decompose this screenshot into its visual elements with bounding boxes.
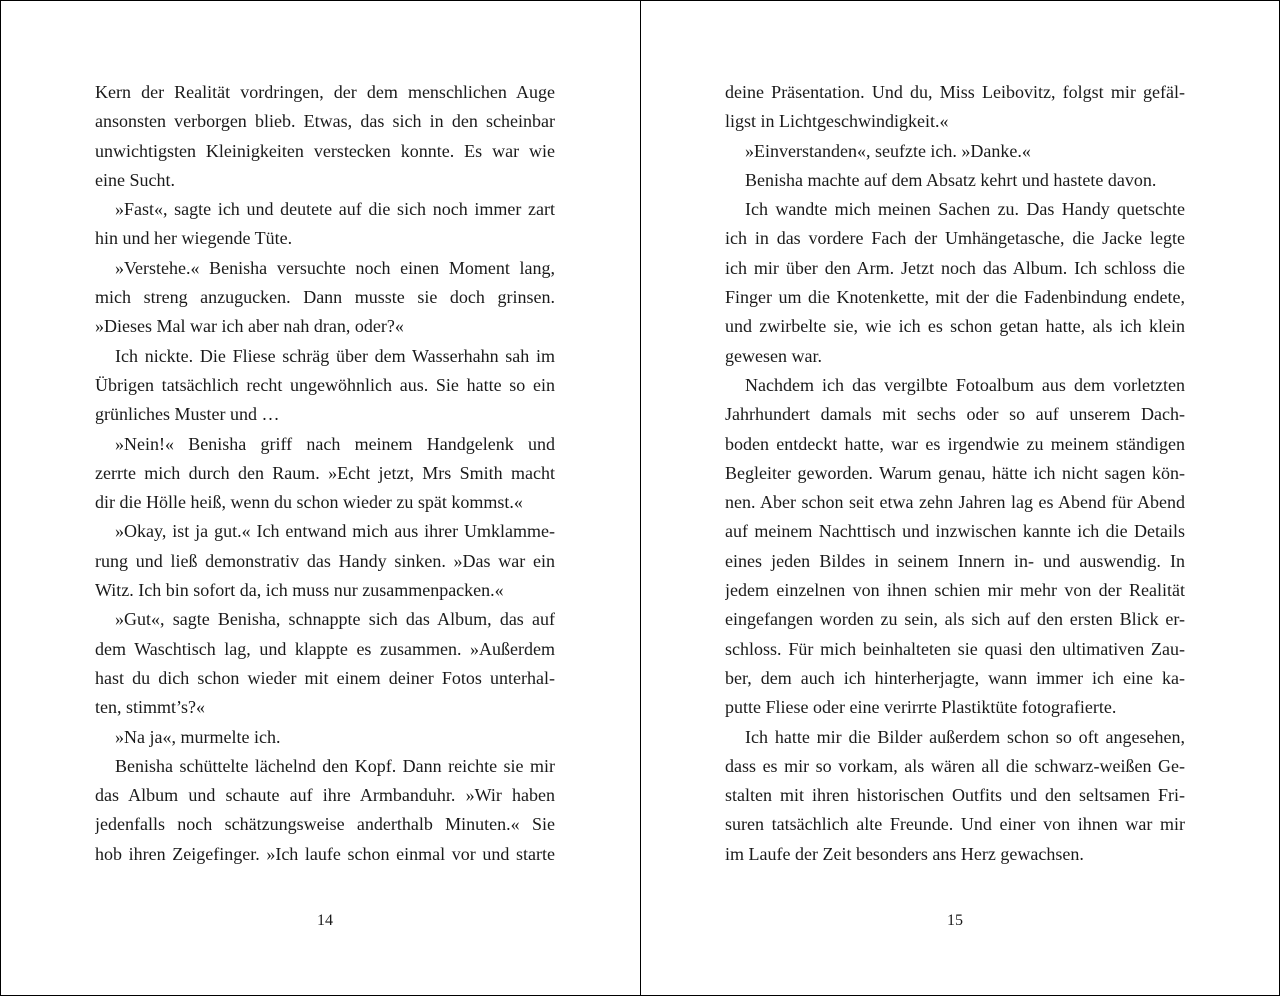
text-line: und zwirbelte sie, wie ich es schon getan hatte, als ich klein: [725, 316, 1185, 337]
text-line: Nachdem ich das vergilbte Fotoalbum aus dem vorletzten: [745, 374, 1185, 395]
text-line: ich in das vordere Fach der Umhängetasche, die Jacke legte: [725, 228, 1185, 249]
text-line: Benisha machte auf dem Absatz kehrt und hastete davon.: [745, 169, 1157, 190]
text-line: jedem einzelnen von ihnen schien mir mehr von der Realität: [725, 580, 1185, 601]
text-line: zerrte mich durch den Raum. »Echt jetzt, Mrs Smith macht: [95, 462, 555, 483]
text-line: ansonsten verborgen blieb. Etwas, das sich in den scheinbar: [95, 111, 555, 132]
text-line: »Gut«, sagte Benisha, schnappte sich das Album, das auf: [115, 609, 555, 630]
text-line: »Verstehe.« Benisha versuchte noch einen Moment lang,: [115, 257, 555, 278]
text-line: gewesen war.: [725, 345, 822, 366]
text-line: hob ihren Zeigefinger. »Ich laufe schon einmal vor und starte: [95, 843, 555, 864]
text-line: deine Präsentation. Und du, Miss Leibovitz, folgst mir gefäl-: [725, 82, 1185, 102]
text-line: »Dieses Mal war ich aber nah dran, oder?«: [95, 316, 404, 337]
text-line: auf meinem Nachttisch und inzwischen kannte ich die Details: [725, 521, 1185, 542]
text-line: grünliches Muster und …: [95, 404, 280, 425]
page-divider: [640, 1, 641, 995]
text-line: mich streng anzugucken. Dann musste sie doch grinsen.: [95, 287, 555, 308]
text-line: eine Sucht.: [95, 169, 175, 190]
text-line: Kern der Realität vordringen, der dem menschlichen Auge: [95, 82, 555, 102]
text-line: Witz. Ich bin sofort da, ich muss nur zusammenpacken.«: [95, 580, 504, 601]
text-line: »Einverstanden«, seufzte ich. »Danke.«: [745, 140, 1031, 161]
text-line: putte Fliese oder eine verirrte Plastiktüte fotografierte.: [725, 697, 1117, 718]
text-line: Ich wandte mich meinen Sachen zu. Das Handy quetschte: [745, 199, 1185, 220]
text-line: hast du dich schon wieder mit einem deiner Fotos unterhal-: [95, 667, 555, 688]
text-line: Ich nickte. Die Fliese schräg über dem Wasserhahn sah im: [115, 345, 555, 366]
text-line: Jahrhundert damals mit sechs oder so auf unserem Dach-: [725, 404, 1185, 425]
text-line: jedenfalls noch schätzungsweise anderthalb Minuten.« Sie: [95, 814, 555, 835]
text-line: stalten mit ihren historischen Outfits und den seltsamen Fri-: [725, 785, 1185, 806]
text-line: Ich hatte mir die Bilder außerdem schon so oft angesehen,: [745, 726, 1185, 747]
text-line: unwichtigsten Kleinigkeiten verstecken konnte. Es war wie: [95, 140, 555, 161]
text-line: »Na ja«, murmelte ich.: [115, 726, 281, 747]
text-line: im Laufe der Zeit besonders ans Herz gewachsen.: [725, 843, 1084, 864]
text-line: ligst in Lichtgeschwindigkeit.«: [725, 111, 949, 132]
text-line: suren tatsächlich alte Freunde. Und einer von ihnen war mir: [725, 814, 1185, 835]
page-number-right: 15: [947, 912, 963, 929]
text-line: Finger um die Knotenkette, mit der die Fadenbindung endete,: [725, 287, 1185, 308]
text-line: nen. Aber schon seit etwa zehn Jahren lag es Abend für Abend: [725, 492, 1185, 513]
text-line: dem Waschtisch lag, und klappte es zusammen. »Außerdem: [95, 638, 555, 659]
text-line: dass es mir so vorkam, als wären all die schwarz-weißen Ge-: [725, 755, 1185, 776]
text-line: »Nein!« Benisha griff nach meinem Handgelenk und: [115, 433, 555, 454]
page-number-left: 14: [317, 912, 333, 929]
text-line: ten, stimmt’s?«: [95, 697, 205, 718]
text-line: eingefangen worden zu sein, als sich auf den ersten Blick er-: [725, 609, 1185, 630]
text-line: eines jeden Bildes in seinem Innern in- und auswendig. In: [725, 550, 1185, 571]
text-line: dir die Hölle heiß, wenn du schon wieder zu spät kommst.«: [95, 492, 523, 513]
text-line: schloss. Für mich beinhalteten sie quasi den ultimativen Zau-: [725, 638, 1185, 659]
text-line: »Okay, ist ja gut.« Ich entwand mich aus ihrer Umklamme-: [115, 521, 555, 542]
text-line: boden entdeckt hatte, war es irgendwie zu meinem ständigen: [725, 433, 1185, 454]
right-page: [725, 78, 1185, 869]
text-line: Begleiter geworden. Warum genau, hätte ich nicht sagen kön-: [725, 462, 1185, 483]
text-line: Benisha schüttelte lächelnd den Kopf. Dann reichte sie mir: [115, 755, 555, 776]
text-line: das Album und schaute auf ihre Armbanduhr. »Wir haben: [95, 785, 555, 806]
text-line: ich mir über den Arm. Jetzt noch das Album. Ich schloss die: [725, 257, 1185, 278]
text-line: Übrigen tatsächlich recht ungewöhnlich aus. Sie hatte so ein: [95, 374, 555, 395]
text-line: rung und ließ demonstrativ das Handy sinken. »Das war ein: [95, 550, 555, 571]
text-line: »Fast«, sagte ich und deutete auf die sich noch immer zart: [115, 199, 555, 220]
left-page: [95, 78, 555, 869]
text-line: ber, dem auch ich hinterherjagte, wann immer ich eine ka-: [725, 667, 1185, 688]
text-line: hin und her wiegende Tüte.: [95, 228, 293, 249]
